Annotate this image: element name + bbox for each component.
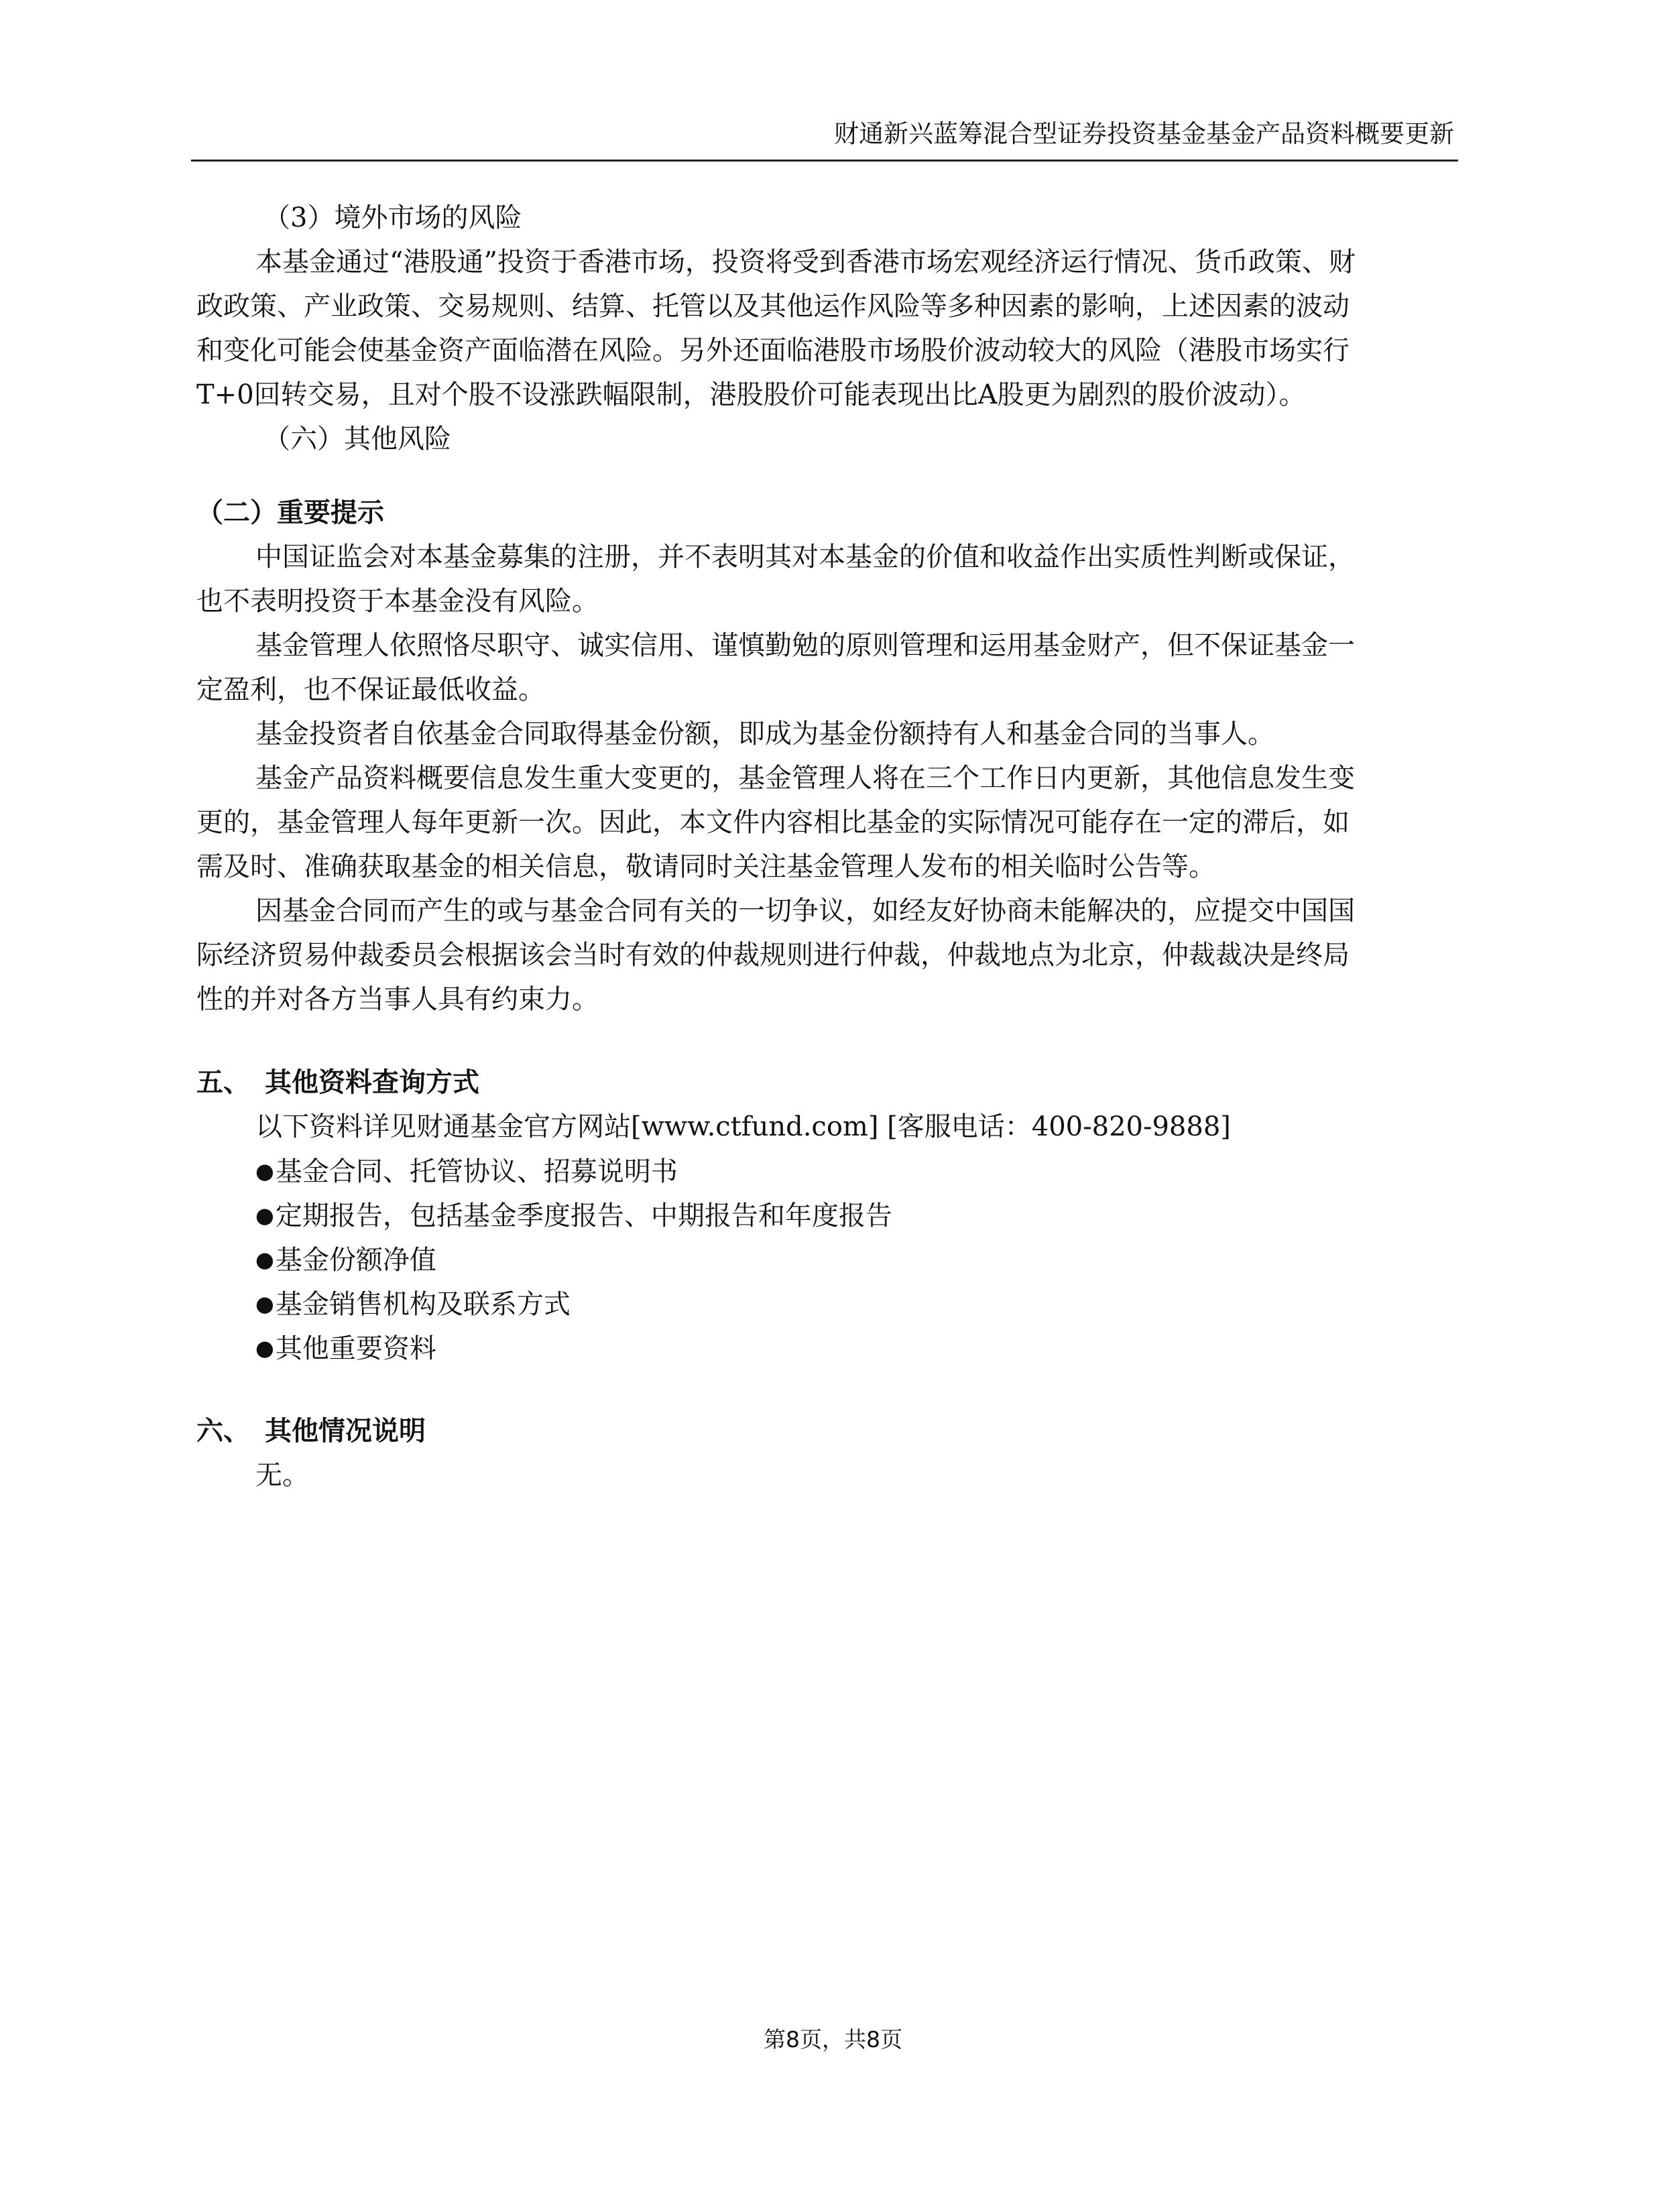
paragraph-line: 需及时、准确获取基金的相关信息，敬请同时关注基金管理人发布的相关临时公告等。: [196, 851, 1215, 882]
paragraph-line: 性的并对各方当事人具有约束力。: [196, 984, 599, 1015]
list-item: [196, 1326, 1457, 1370]
section-number: 五、: [196, 1066, 250, 1098]
bullet-icon: ●: [255, 1158, 274, 1184]
section-title: 其他情况说明: [265, 1415, 426, 1447]
paragraph-line: 定盈利，也不保证最低收益。: [196, 674, 545, 705]
important-notice-heading: （二）重要提示: [196, 497, 384, 528]
section-title: 其他资料查询方式: [265, 1066, 479, 1098]
list-item-text: 其他重要资料: [275, 1333, 436, 1364]
notice-paragraph: [196, 889, 1457, 1022]
section-five-intro: 以下资料详见财通基金官方网站[www.ctfund.com] [客服电话：400-820-9888]: [255, 1111, 1231, 1142]
paragraph-line: 因基金合同而产生的或与基金合同有关的一切争议，如经友好协商未能解决的，应提交中国国: [255, 896, 1355, 926]
paragraph-line: 基金投资者自依基金合同取得基金份额，即成为基金份额持有人和基金合同的当事人。: [255, 719, 1274, 749]
list-item: [196, 1282, 1457, 1326]
list-item: [196, 1193, 1457, 1237]
paragraph-line: 基金管理人依照恪尽职守、诚实信用、谨慎勤勉的原则管理和运用基金财产，但不保证基金一: [255, 630, 1355, 661]
paragraph-line: 政政策、产业政策、交易规则、结算、托管以及其他运作风险等多种因素的影响，上述因素的波动: [196, 291, 1350, 322]
paragraph-line: 基金产品资料概要信息发生重大变更的，基金管理人将在三个工作日内更新，其他信息发生变: [255, 763, 1355, 794]
list-item-text: 基金份额净值: [275, 1245, 436, 1276]
paragraph-line: T+0回转交易，且对个股不设涨跌幅限制，港股股价可能表现出比A股更为剧烈的股价波动）。: [196, 379, 1306, 410]
section-six-heading: [196, 1409, 1457, 1453]
paragraph-line: 和变化可能会使基金资产面临潜在风险。另外还面临港股市场股价波动较大的风险（港股市场实行: [196, 335, 1350, 366]
bullet-icon: ●: [255, 1247, 274, 1272]
list-item-text: 基金销售机构及联系方式: [275, 1289, 571, 1320]
other-risk-heading: （六）其他风险: [263, 424, 451, 454]
page-number: 第8页，共8页: [764, 2026, 902, 2052]
bullet-icon: ●: [255, 1291, 274, 1316]
paragraph-line: 际经济贸易仲裁委员会根据该会当时有效的仲裁规则进行仲裁，仲裁地点为北京，仲裁裁决是终局: [196, 940, 1350, 971]
notice-paragraph: [196, 623, 1457, 712]
list-item: [196, 1237, 1457, 1282]
list-item-text: 基金合同、托管协议、招募说明书: [275, 1156, 678, 1187]
notice-paragraph: [196, 756, 1457, 889]
notice-paragraph: [196, 535, 1457, 623]
list-item-text: 定期报告，包括基金季度报告、中期报告和年度报告: [275, 1201, 892, 1231]
paragraph-line: 中国证监会对本基金募集的注册，并不表明其对本基金的价值和收益作出实质性判断或保证，: [255, 542, 1355, 572]
section-number: 六、: [196, 1415, 250, 1447]
document-body: [196, 196, 1457, 1497]
overseas-risk-heading: （3）境外市场的风险: [263, 202, 522, 233]
list-item: [196, 1149, 1457, 1193]
paragraph-line: 也不表明投资于本基金没有风险。: [196, 586, 599, 617]
document-title: 财通新兴蓝筹混合型证券投资基金基金产品资料概要更新: [834, 119, 1454, 148]
page-header: [191, 113, 1458, 162]
paragraph-line: 本基金通过“港股通”投资于香港市场，投资将受到香港市场宏观经济运行情况、货币政策、财: [255, 247, 1356, 278]
bullet-icon: ●: [255, 1203, 274, 1228]
section-five-heading: [196, 1060, 1457, 1105]
overseas-risk-paragraph: [196, 240, 1457, 417]
section-six-body: 无。: [255, 1460, 309, 1491]
paragraph-line: 更的，基金管理人每年更新一次。因此，本文件内容相比基金的实际情况可能存在一定的滞后，如: [196, 807, 1350, 838]
bullet-icon: ●: [255, 1335, 274, 1361]
notice-paragraph: [196, 712, 1457, 756]
